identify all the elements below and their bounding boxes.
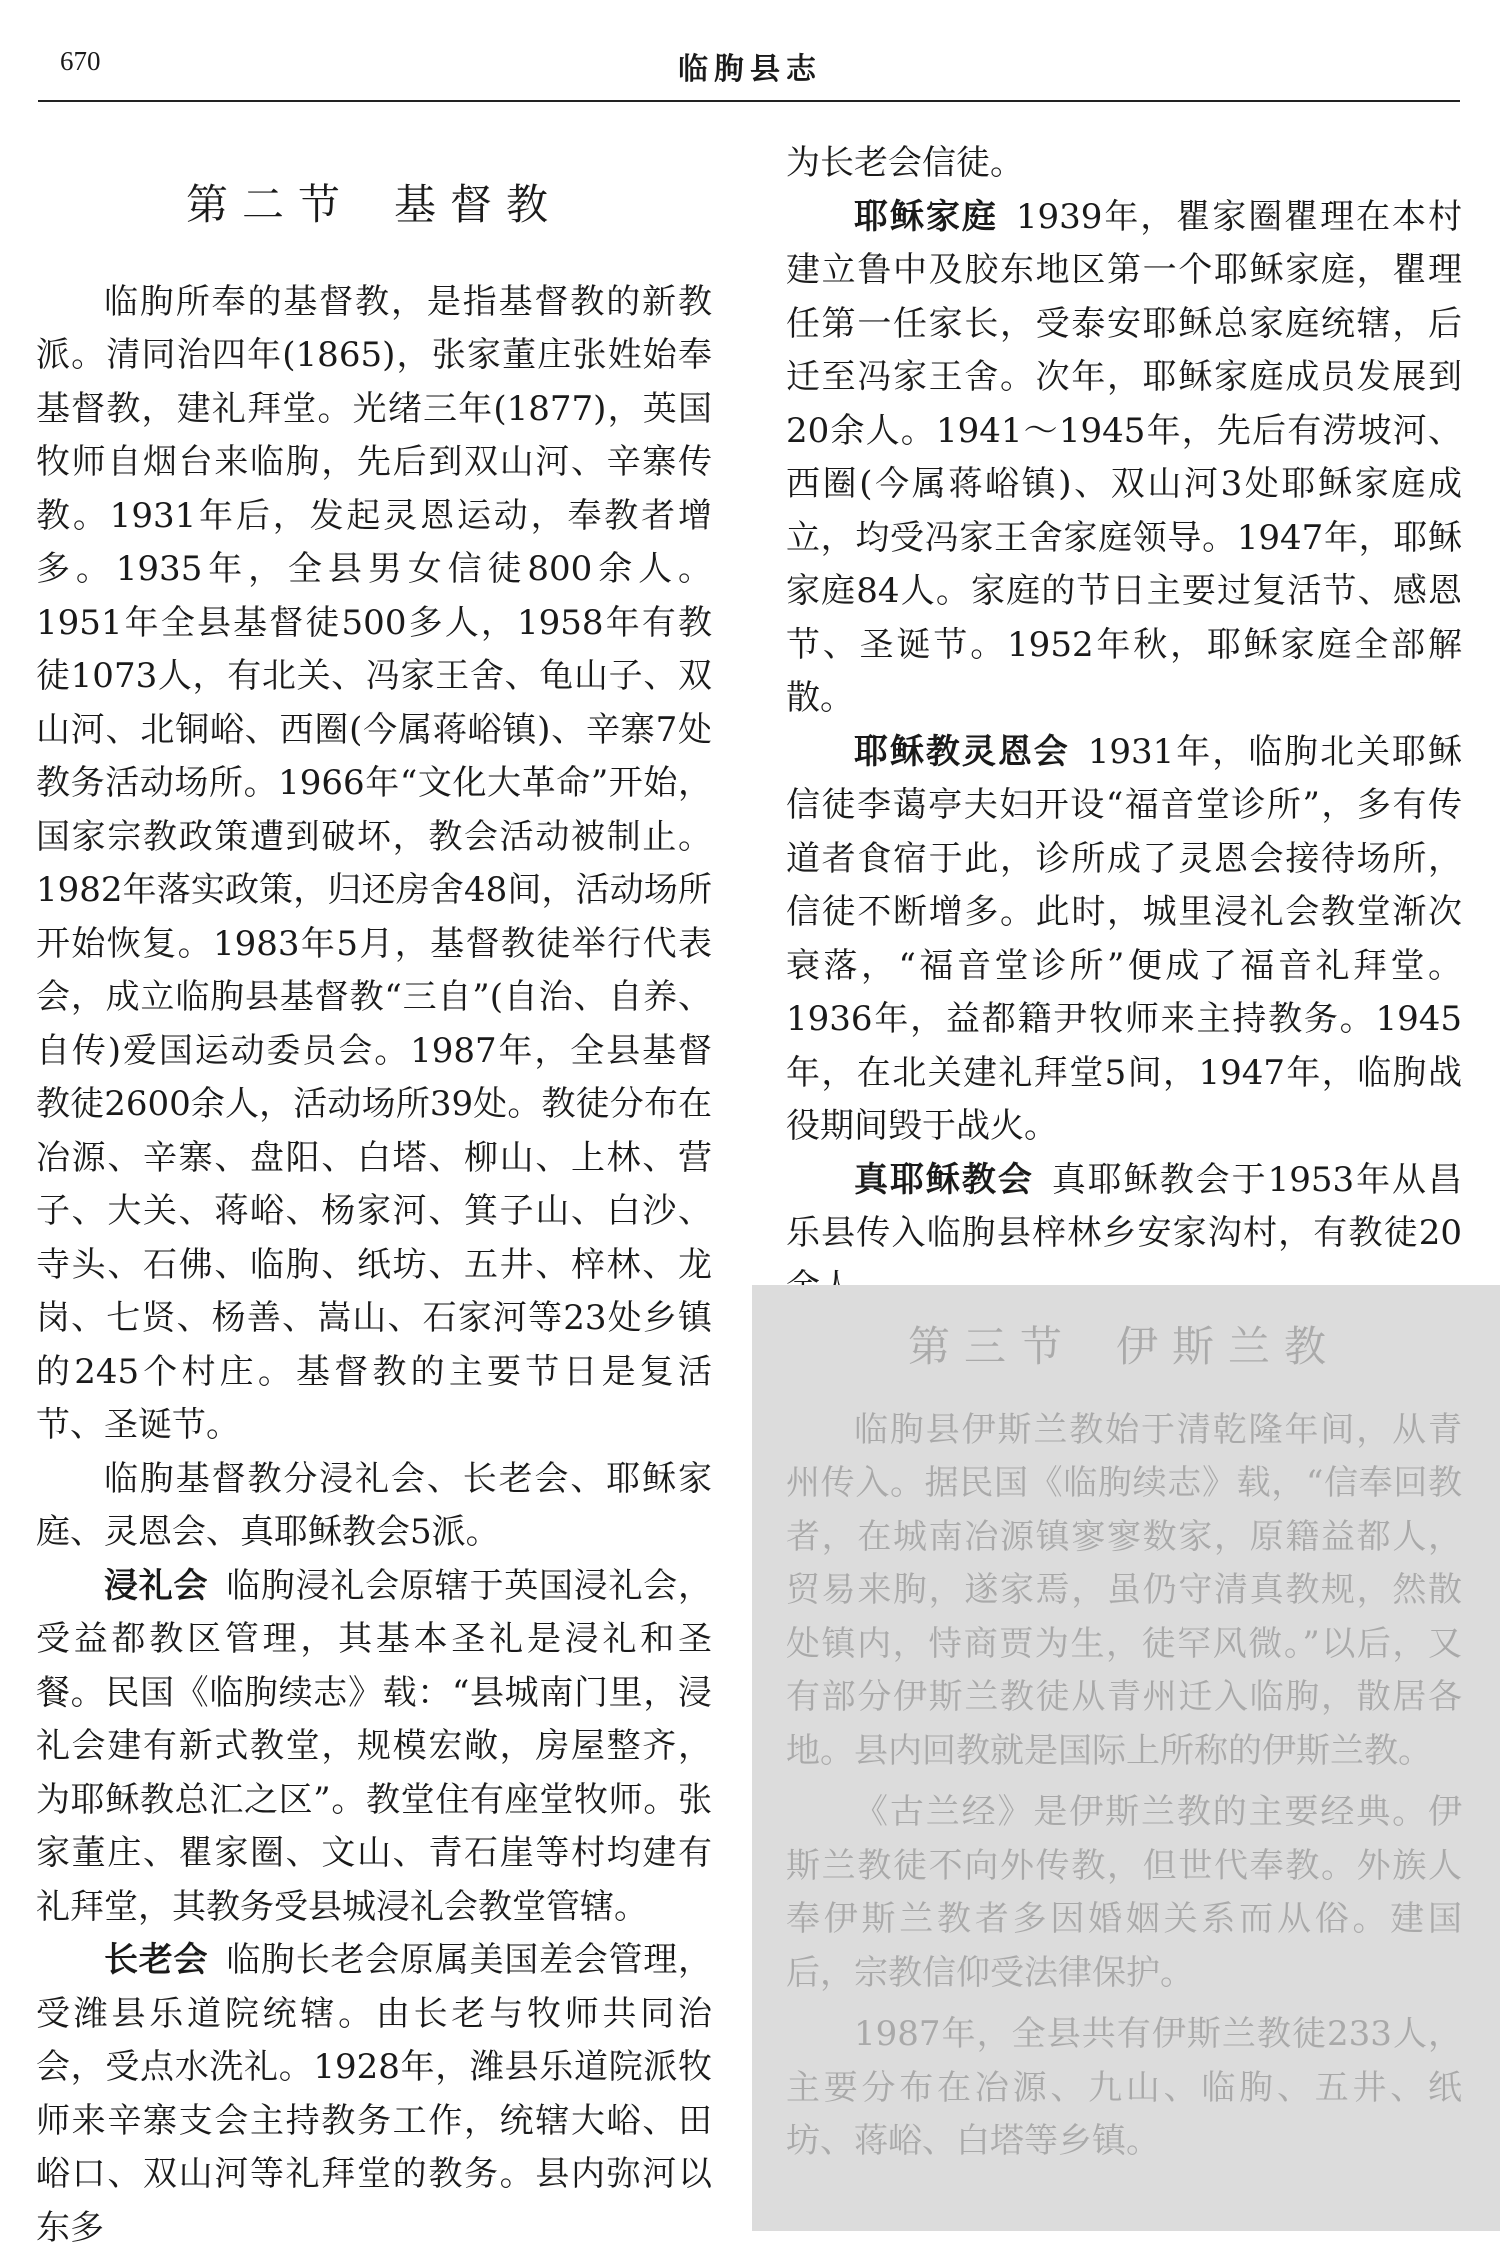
entry-heading: 真耶稣教会 bbox=[854, 1159, 1034, 1200]
entry-text: 临朐长老会原属美国差会管理，受潍县乐道院统辖。由长老与牧师共同治会，受点水洗礼。1928年，潍县乐道院派牧师来辛寨支会主持教务工作，统辖大峪、田峪口、双山河等礼拜堂的教务。县内弥河以东多 bbox=[36, 1940, 712, 2248]
section-title-islam bbox=[786, 1320, 1462, 1374]
entry-baptist bbox=[36, 1560, 712, 1935]
body-paragraph: 临朐基督教分浸礼会、长老会、耶稣家庭、灵恩会、真耶稣教会5派。 bbox=[36, 1458, 712, 1552]
entry-text: 1931年，临朐北关耶稣信徒李蔼亭夫妇开设“福音堂诊所”，多有传道者食宿于此，诊所成了灵恩会接待场所，信徒不断增多。此时，城里浸礼会教堂渐次衰落，“福音堂诊所”便成了福音礼拜堂。1936年，益都籍尹牧师来主持教务。1945年，在北关建礼拜堂5间，1947年，临朐战役期间毁于战火。 bbox=[786, 731, 1463, 1146]
entry-text: 1939年，瞿家圈瞿理在本村建立鲁中及胶东地区第一个耶稣家庭，瞿理任第一任家长，受泰安耶稣总家庭统辖，后迁至冯家王舍。次年，耶稣家庭成员发展到20余人。1941～1945年，先后有涝坡河、西圈(今属蒋峪镇)、双山河3处耶稣家庭成立，均受冯家王舍家庭领导。1947年，耶稣家庭84人。家庭的节日主要过复活节、感恩节、圣诞节。1952年秋，耶稣家庭全部解散。 bbox=[786, 196, 1463, 718]
entry-text: 真耶稣教会于1953年从昌乐县传入临朐县梓林乡安家沟村，有教徒20 bbox=[786, 1159, 1462, 1253]
right-column bbox=[786, 137, 1462, 1314]
section-title-christianity bbox=[36, 178, 712, 232]
body-paragraph: 临朐所奉的基督教，是指基督教的新教派。清同治四年(1865)，张家董庄张姓始奉基督教，建礼拜堂。光绪三年(1877)，英国牧师自烟台来临朐，先后到双山河、辛寨传教。1931年后，发起灵恩运动，奉教者增多。1935年，全县男女信徒800余人。1951年全县基督徒500多人，1958年有教徒1073人，有北关、冯家王舍、龟山子、双山河、北铜峪、西圈(今属蒋峪镇)、辛寨7处教务活动场所。1966年“文化大革命”开始，国家宗教政策遭到破坏，教会活动被制止。1982年落实政策，归还房舍48间，活动场所开始恢复。1983年5月，基督教徒举行代表会，成立临朐县基督教“三自”(自治、自养、自传)爱国运动委员会。1987年，全县基督教徒2600余人，活动场所39处。教徒分布在冶源、辛寨、盘阳、白塔、柳山、上林、营子、大关、蒋峪、杨家河、箕子山、白沙、寺头、石佛、临朐、纸坊、五井、梓林、龙岗、七贤、杨善、嵩山、石家河等23处乡镇的245个村庄。基督教的主要节日是复活节、圣诞节。 bbox=[36, 281, 712, 1445]
islam-section bbox=[786, 1290, 1462, 2177]
body-paragraph: 1987年，全县共有伊斯兰教徒233人，主要分布在冶源、九山、临朐、五井、纸坊、蒋峪、白塔等乡镇。 bbox=[786, 2014, 1462, 2161]
entry-text: 临朐浸礼会原辖于英国浸礼会，受益都教区管理，其基本圣礼是浸礼和圣餐。民国《临朐续志》载：“县城南门里，浸礼会建有新式教堂，规模宏敞，房屋整齐，为耶稣教总汇之区”。教堂住有座堂牧师。张家董庄、瞿家圈、文山、青石崖等村均建有礼拜堂，其教务受县城浸礼会教堂管辖。 bbox=[36, 1565, 712, 1927]
entry-heading: 浸礼会 bbox=[104, 1565, 209, 1606]
section-number: 第三节 bbox=[907, 1322, 1076, 1371]
running-title: 临朐县志 bbox=[678, 52, 822, 87]
entry-jesus-family bbox=[786, 191, 1462, 726]
entry-heading: 耶稣教灵恩会 bbox=[854, 731, 1070, 772]
header-rule bbox=[38, 100, 1460, 102]
page-number: 670 bbox=[60, 46, 101, 76]
section-name: 伊斯兰教 bbox=[1116, 1322, 1341, 1371]
entry-presbyterian bbox=[36, 1934, 712, 2255]
entry-heading: 长老会 bbox=[104, 1940, 209, 1980]
section-name: 基督教 bbox=[394, 180, 563, 229]
left-column bbox=[36, 138, 712, 2255]
body-paragraph: 临朐县伊斯兰教始于清乾隆年间，从青州传入。据民国《临朐续志》载，“信奉回教者，在城南冶源镇寥寥数家，原籍益都人，贸易来朐，遂家焉，虽仍守清真教规，然散处镇内，恃商贾为生，徒罕风微。”以后，又有部分伊斯兰教徒从青州迁入临朐，散居各地。县内回教就是国际上所称的伊斯兰教。 bbox=[786, 1409, 1462, 1771]
entry-pentecostal bbox=[786, 726, 1462, 1154]
body-paragraph: 《古兰经》是伊斯兰教的主要经典。伊斯兰教徒不向外传教，但世代奉教。外族人奉伊斯兰教者多因婚姻关系而从俗。建国后，宗教信仰受法律保护。 bbox=[786, 1792, 1462, 1993]
entry-heading: 耶稣家庭 bbox=[854, 196, 998, 237]
continuation-text: 为长老会信徒。 bbox=[786, 143, 1024, 183]
section-number: 第二节 bbox=[185, 180, 354, 229]
